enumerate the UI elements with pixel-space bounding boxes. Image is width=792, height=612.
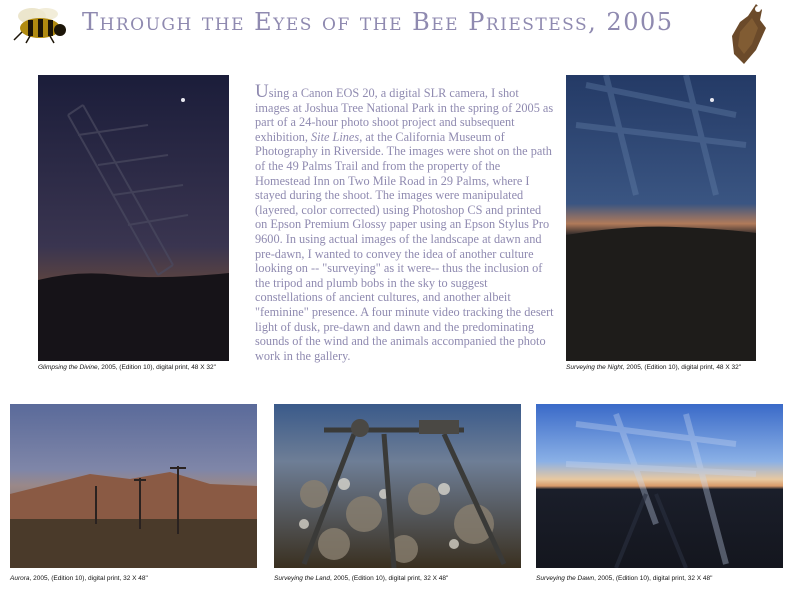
bee-icon	[10, 6, 68, 44]
page-title: Through the Eyes of the Bee Priestess, 2005	[82, 8, 674, 36]
statement-part-1: sing a Canon EOS 20, a digital SLR camera, I shot images at Joshua Tree National Park in the spring of 2005 as part of a 24-hour photo shoot project and subsequent exhibition,	[255, 86, 554, 144]
photo-aurora	[10, 404, 257, 568]
photo-glimpsing-the-divine	[38, 75, 229, 361]
caption-glimpsing-the-divine: Glimpsing the Divine, 2005, (Edition 10), digital print, 48 X 32"	[38, 364, 216, 371]
artist-statement	[255, 81, 555, 363]
caption-aurora: Aurora, 2005, (Edition 10), digital print, 32 X 48"	[10, 575, 148, 582]
dropcap: U	[255, 81, 269, 102]
exhibition-title: Site Lines	[311, 129, 360, 144]
photo-surveying-the-dawn	[536, 404, 783, 568]
arrowhead-icon	[726, 2, 770, 66]
caption-surveying-the-night: Surveying the Night, 2005, (Edition 10), digital print, 48 X 32"	[566, 364, 742, 371]
caption-surveying-the-dawn: Surveying the Dawn, 2005, (Edition 10), digital print, 32 X 48"	[536, 575, 713, 582]
statement-part-2: , at the California Museum of Photography in Riverside. The images were shot on the path of the 49 Palms Trail and from the property of the Homestead Inn on Two Mile Road in 29 Palms, where I stayed during the shoot. The images were manipulated (layered, color corrected) using Photoshop CS and printed on Epson Premium Glossy paper using an Epson Stylus Pro 9600. In using actual images of the landscape at dawn and pre-dawn, I wanted to convey the idea of another culture looking on -- "surveying" as it were-- thus the inclusion of the tripod and plumb bobs in the sky to suggest constellations of ancient cultures, and another albeit "feminine" presence. A four minute video tracking the desert light of dusk, pre-dawn and dawn and the predominating sounds of the wind and the animals accompanied the photo work in the gallery.	[255, 129, 554, 363]
photo-surveying-the-night	[566, 75, 756, 361]
caption-surveying-the-land: Surveying the Land, 2005, (Edition 10), digital print, 32 X 48"	[274, 575, 449, 582]
photo-surveying-the-land	[274, 404, 521, 568]
